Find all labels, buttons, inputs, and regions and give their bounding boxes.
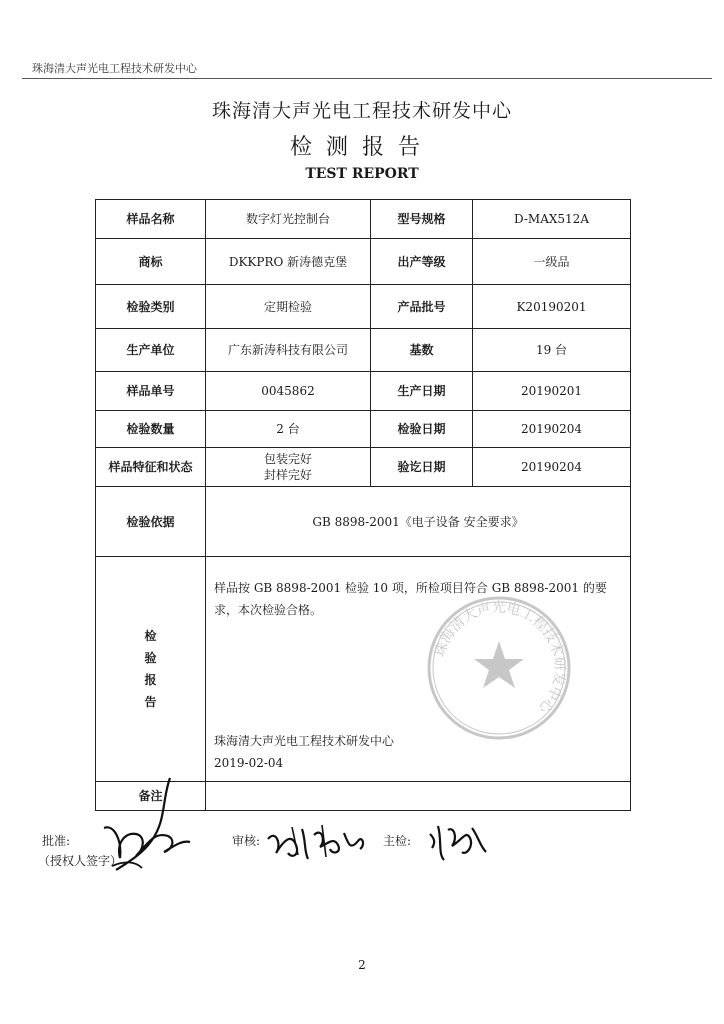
table-row (96, 200, 631, 239)
base-count-label: 基数 (371, 329, 473, 372)
inspection-type-value: 定期检验 (206, 285, 371, 329)
conclusion-label-char: 验 (144, 651, 157, 665)
page-number: 2 (358, 958, 366, 972)
grade-value: 一级品 (473, 239, 631, 285)
inspection-date-label: 检验日期 (371, 411, 473, 448)
manufacturer-label: 生产单位 (96, 329, 206, 372)
conclusion-date: 2019-02-04 (214, 756, 284, 770)
header-rule (22, 78, 712, 79)
review-label: 审核: (232, 834, 261, 848)
approver-signature-icon (92, 770, 202, 880)
completion-date-label: 验讫日期 (371, 448, 473, 487)
condition-value (206, 448, 371, 487)
conclusion-label-char: 告 (144, 695, 157, 709)
remarks-value (206, 782, 631, 811)
model-label: 型号规格 (371, 200, 473, 239)
table-row (96, 329, 631, 372)
approve-note: （授权人签字） (38, 854, 123, 868)
completion-date-value: 20190204 (473, 448, 631, 487)
conclusion-text: 样品按 GB 8898-2001 检验 10 项，所检项目符合 GB 8898-2001 的要求，本次检验合格。 (214, 581, 607, 617)
condition-line-1: 包装完好 (263, 452, 312, 466)
sample-no-value: 0045862 (206, 372, 371, 411)
quantity-value: 2 台 (206, 411, 371, 448)
seal-text: 珠海清大声光电工程技术研发中心 (432, 599, 568, 717)
conclusion-org: 珠海清大声光电工程技术研发中心 (214, 734, 395, 748)
production-date-label: 生产日期 (371, 372, 473, 411)
conclusion-label-char: 检 (144, 629, 157, 643)
model-value: D-MAX512A (473, 200, 631, 239)
sample-no-label: 样品单号 (96, 372, 206, 411)
brand-value: DKKPRO 新涛德克堡 (206, 239, 371, 285)
basis-label: 检验依据 (96, 487, 206, 557)
grade-label: 出产等级 (371, 239, 473, 285)
sample-name-value: 数字灯光控制台 (206, 200, 371, 239)
batch-label: 产品批号 (371, 285, 473, 329)
production-date-value: 20190201 (473, 372, 631, 411)
condition-label: 样品特征和状态 (96, 448, 206, 487)
chief-inspector-signature-icon (422, 816, 492, 866)
base-count-value: 19 台 (473, 329, 631, 372)
batch-value: K20190201 (473, 285, 631, 329)
table-row (96, 411, 631, 448)
report-subtitle: TEST REPORT (305, 166, 419, 182)
chief-label: 主检: (383, 834, 412, 848)
org-title: 珠海清大声光电工程技术研发中心 (211, 100, 512, 122)
inspection-date-value: 20190204 (473, 411, 631, 448)
table-row (96, 239, 631, 285)
manufacturer-value: 广东新涛科技有限公司 (206, 329, 371, 372)
brand-label: 商标 (96, 239, 206, 285)
approve-label: 批准: (42, 834, 71, 848)
basis-value: GB 8898-2001《电子设备 安全要求》 (206, 487, 631, 557)
quantity-label: 检验数量 (96, 411, 206, 448)
remarks-label: 备注 (96, 782, 206, 811)
official-seal-icon (424, 593, 574, 743)
inspection-type-label: 检验类别 (96, 285, 206, 329)
conclusion-label (96, 557, 206, 782)
condition-line-2: 封样完好 (263, 468, 312, 482)
reviewer-signature-icon (262, 815, 372, 865)
table-row (96, 372, 631, 411)
table-row (96, 487, 631, 557)
page-header: 珠海清大声光电工程技术研发中心 (32, 62, 197, 75)
report-title: 检测报告 (289, 135, 434, 160)
conclusion-label-char: 报 (144, 673, 157, 687)
table-row (96, 285, 631, 329)
sample-name-label: 样品名称 (96, 200, 206, 239)
table-row (96, 448, 631, 487)
